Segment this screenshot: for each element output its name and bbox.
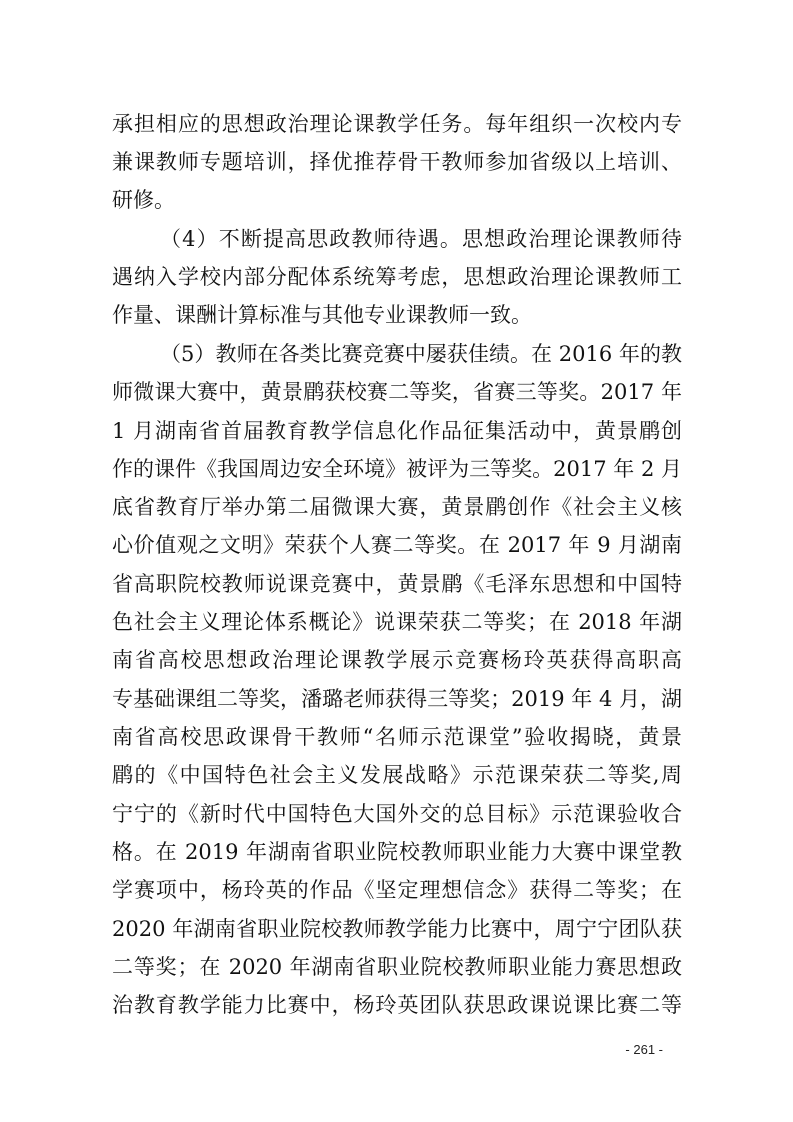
paragraph-3-line-17: 二等奖；在 2020 年湖南省职业院校教师职业能力赛思想政 — [112, 955, 682, 979]
paragraph-2-line-2: 遇纳入学校内部分配体系统筹考虑，思想政治理论课教师工 — [112, 265, 682, 289]
paragraph-3-line-3: 1 月湖南省首届教育教学信息化作品征集活动中，黄景鹛创 — [112, 419, 682, 443]
paragraph-2-line-3: 作量、课酬计算标准与其他专业课教师一致。 — [112, 303, 532, 327]
paragraph-1-line-3: 研修。 — [112, 188, 175, 212]
paragraph-3-line-8: 色社会主义理论体系概论》说课荣获二等奖；在 2018 年湖 — [112, 610, 682, 634]
page-number: - 261 - — [625, 1042, 663, 1057]
paragraph-1-line-2: 兼课教师专题培训，择优推荐骨干教师参加省级以上培训、 — [112, 150, 682, 174]
paragraph-3-line-7: 省高职院校教师说课竞赛中，黄景鹛《毛泽东思想和中国特 — [112, 572, 682, 596]
paragraph-3-line-13: 宁宁的《新时代中国特色大国外交的总目标》示范课验收合 — [112, 802, 682, 826]
paragraph-3-line-18: 治教育教学能力比赛中，杨玲英团队获思政课说课比赛二等 — [112, 993, 682, 1017]
paragraph-3-line-6: 心价值观之文明》荣获个人赛二等奖。在 2017 年 9 月湖南 — [112, 533, 682, 557]
paragraph-3-line-16: 2020 年湖南省职业院校教师教学能力比赛中，周宁宁团队获 — [112, 917, 682, 941]
paragraph-3-line-15: 学赛项中，杨玲英的作品《坚定理想信念》获得二等奖；在 — [112, 878, 682, 902]
paragraph-3-line-12: 鹛的《中国特色社会主义发展战略》示范课荣获二等奖,周 — [112, 763, 682, 787]
paragraph-3-line-11: 南省高校思政课骨干教师“名师示范课堂”验收揭晓，黄景 — [112, 725, 682, 749]
paragraph-3-line-10: 专基础课组二等奖，潘璐老师获得三等奖；2019 年 4 月，湖 — [112, 687, 682, 711]
paragraph-3-line-2: 师微课大赛中，黄景鹛获校赛二等奖，省赛三等奖。2017 年 — [112, 380, 682, 404]
paragraph-3-line-9: 南省高校思想政治理论课教学展示竞赛杨玲英获得高职高 — [112, 648, 682, 672]
paragraph-3-line-4: 作的课件《我国周边安全环境》被评为三等奖。2017 年 2 月 — [112, 457, 682, 481]
paragraph-3-line-1: （5）教师在各类比赛竞赛中屡获佳绩。在 2016 年的教 — [160, 342, 682, 366]
paragraph-3-line-5: 底省教育厅举办第二届微课大赛，黄景鹛创作《社会主义核 — [112, 495, 682, 519]
paragraph-3-line-14: 格。在 2019 年湖南省职业院校教师职业能力大赛中课堂教 — [112, 840, 682, 864]
paragraph-1-line-1: 承担相应的思想政治理论课教学任务。每年组织一次校内专 — [112, 112, 682, 136]
paragraph-2-line-1: （4）不断提高思政教师待遇。思想政治理论课教师待 — [160, 227, 682, 251]
